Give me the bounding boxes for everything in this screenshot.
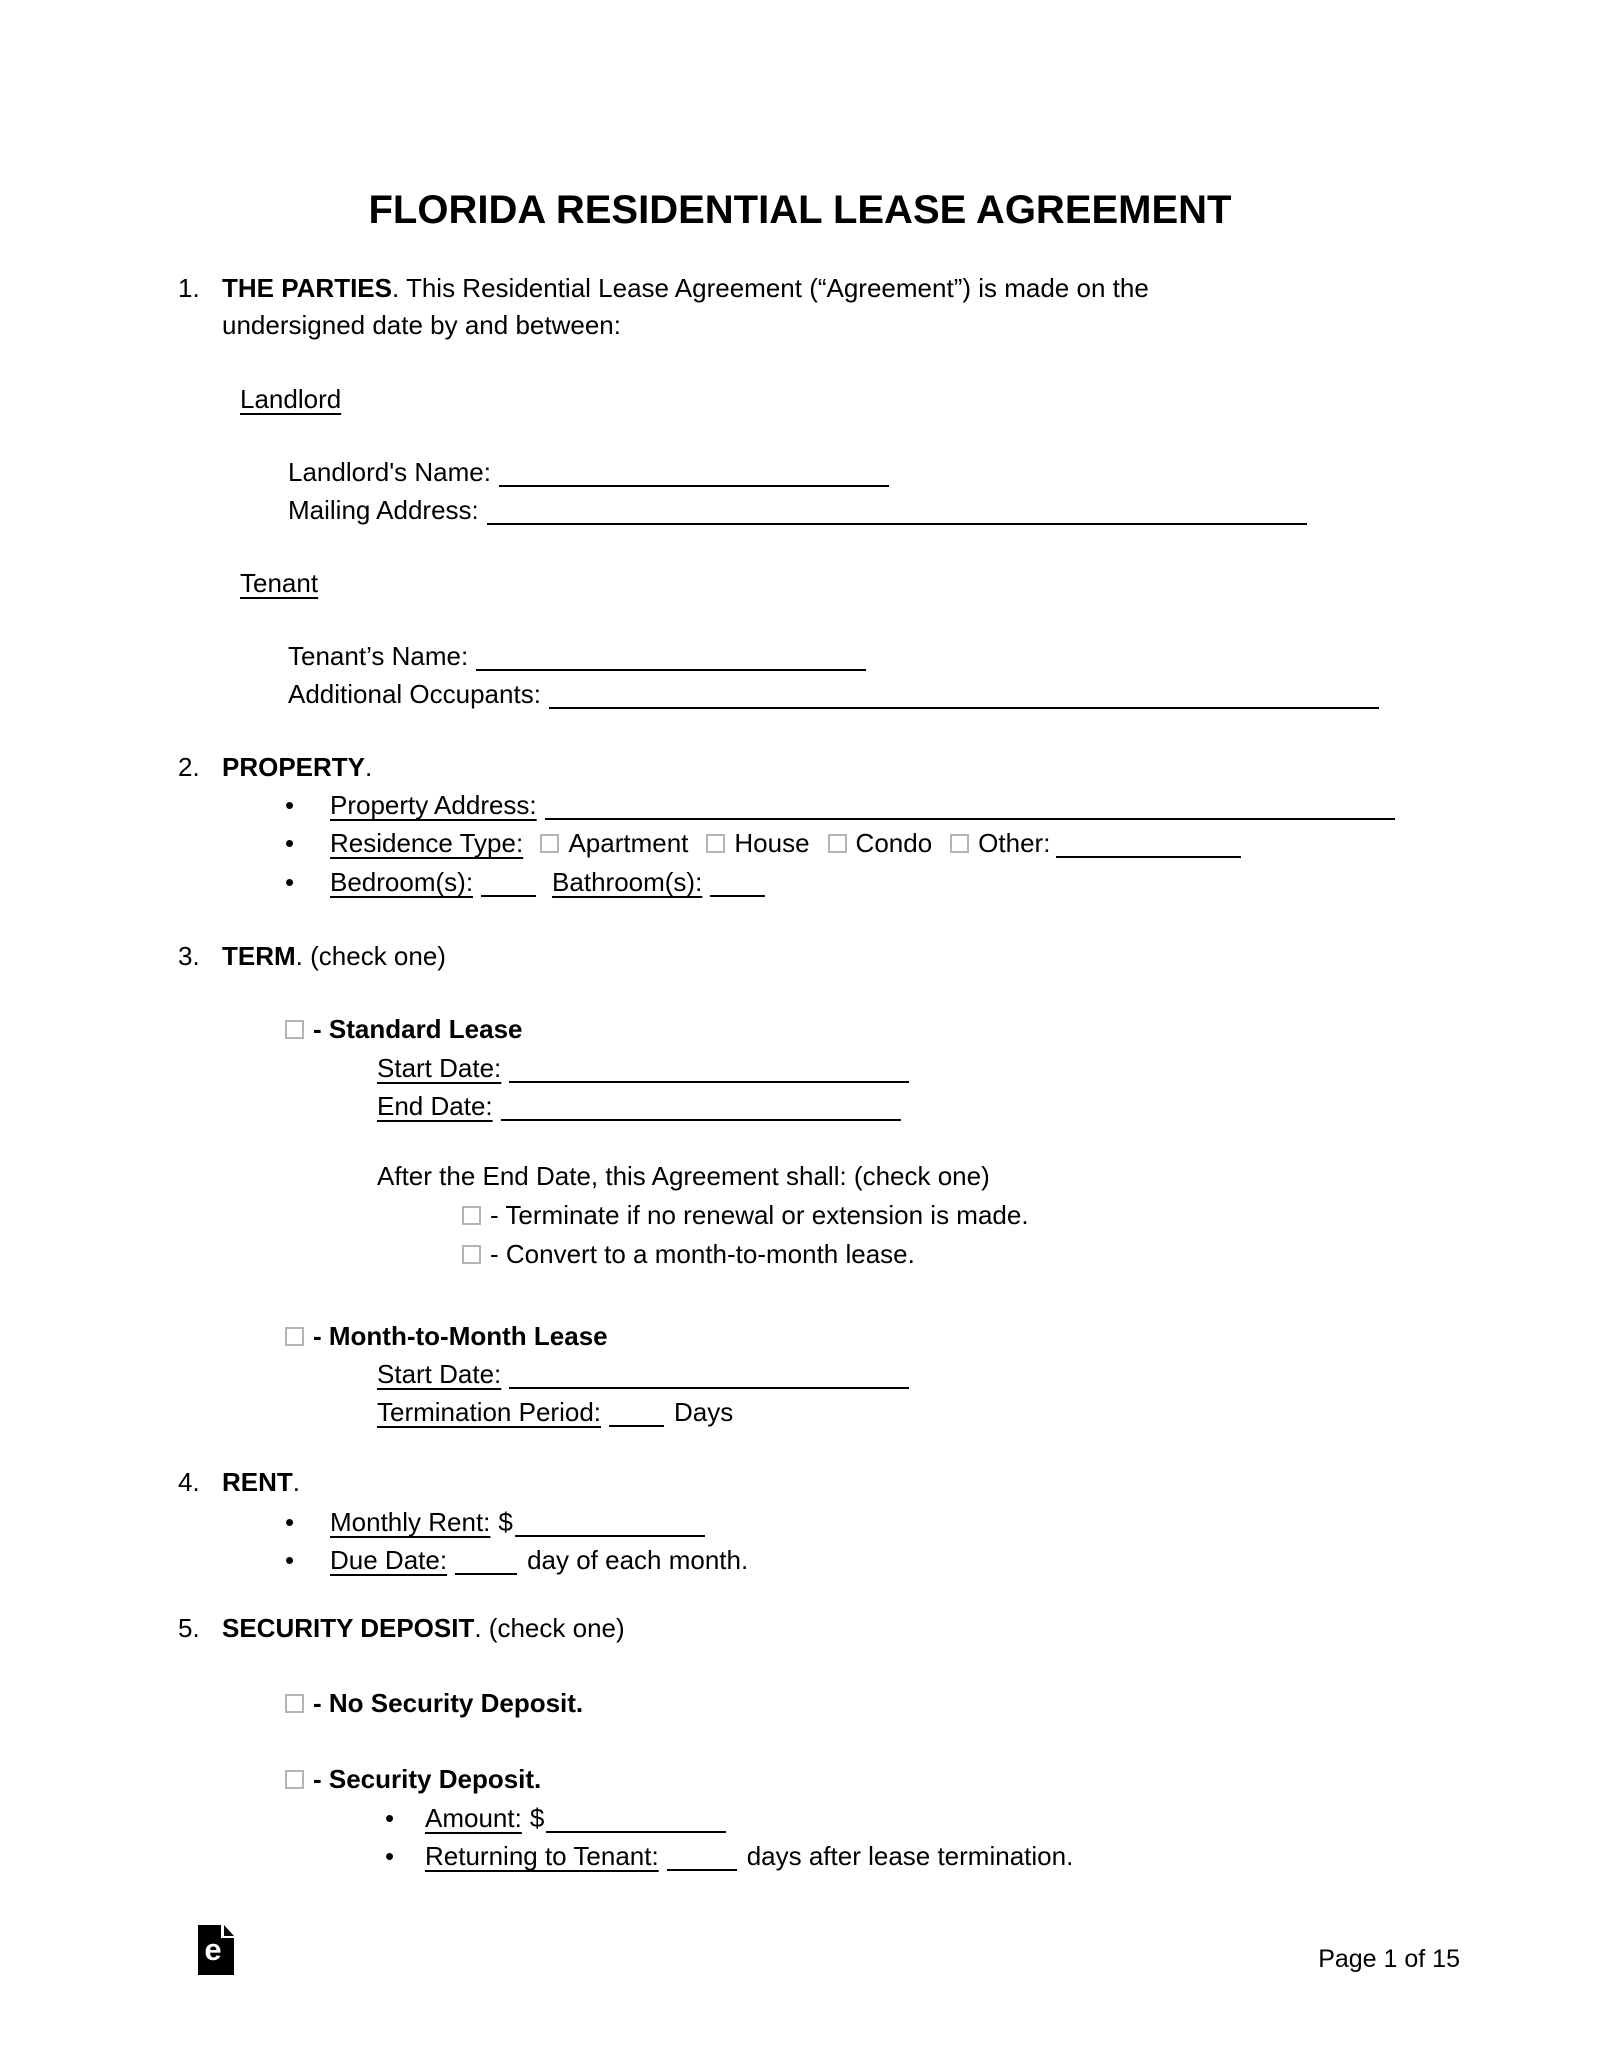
standard-lease-checkbox[interactable] [285,1020,304,1039]
mtm-start-blank[interactable] [509,1358,909,1389]
landlord-name-row [288,456,889,488]
landlord-address-row [288,494,1307,526]
bullet-icon: • [285,828,295,858]
security-deposit-checkbox[interactable] [285,1770,304,1789]
property-address-row [285,789,1395,821]
deposit-amount-row [385,1802,726,1834]
deposit-amount-blank[interactable] [546,1802,726,1833]
mtm-termination-suffix: Days [674,1397,734,1427]
apartment-label: Apartment [568,828,689,858]
standard-lease-label: - Standard Lease [313,1014,523,1044]
bullet-icon: • [285,1545,295,1575]
mtm-termination-row [377,1396,733,1428]
monthly-rent-row [285,1506,705,1538]
section-term-number: 3. [178,941,200,971]
mtm-termination-label: Termination Period: [377,1397,601,1427]
bullet-icon: • [385,1841,395,1871]
landlord-name-label: Landlord's Name: [288,457,491,487]
bullet-icon: • [285,1507,295,1537]
no-security-deposit-checkbox[interactable] [285,1694,304,1713]
standard-end-blank[interactable] [501,1090,901,1121]
monthly-rent-currency: $ [498,1507,513,1537]
standard-end-row [377,1090,901,1122]
no-deposit-row [285,1687,583,1719]
residence-type-label: Residence Type: [330,828,524,858]
section-deposit-number: 5. [178,1613,200,1643]
deposit-returning-suffix: days after lease termination. [746,1841,1074,1871]
deposit-amount-label: Amount: [425,1803,522,1833]
due-date-suffix: day of each month. [527,1545,749,1575]
property-address-blank[interactable] [545,789,1395,820]
tenant-occupants-blank[interactable] [549,678,1379,709]
due-date-label: Due Date: [330,1545,448,1575]
tenant-heading: Tenant [240,568,319,598]
house-label: House [734,828,810,858]
deposit-returning-blank[interactable] [667,1840,737,1871]
section-term-heading: 3. TERM. (check one) [178,941,446,971]
tenant-occupants-row [288,678,1379,710]
convert-checkbox[interactable] [462,1245,481,1264]
bedrooms-label: Bedroom(s): [330,867,474,897]
bedrooms-blank[interactable] [481,866,536,897]
parties-heading: THE PARTIES [222,273,392,303]
mtm-termination-blank[interactable] [609,1396,664,1427]
deposit-returning-label: Returning to Tenant: [425,1841,659,1871]
standard-start-label: Start Date: [377,1053,502,1083]
terminate-label: - Terminate if no renewal or extension is made. [490,1200,1029,1230]
due-date-blank[interactable] [455,1544,517,1575]
deposit-returning-row [385,1840,1073,1872]
section-parties-number: 1. [178,273,200,303]
monthly-rent-blank[interactable] [515,1506,705,1537]
parties-line2-text: undersigned date by and between: [222,310,621,340]
eforms-logo-icon [198,1925,234,1975]
bathrooms-label: Bathroom(s): [552,867,703,897]
month-to-month-label: - Month-to-Month Lease [313,1321,608,1351]
monthly-rent-label: Monthly Rent: [330,1507,491,1537]
tenant-name-row [288,640,866,672]
tenant-occupants-label: Additional Occupants: [288,679,541,709]
logo-letter: e [204,1932,222,1967]
standard-start-blank[interactable] [509,1052,909,1083]
deposit-row [285,1763,541,1795]
bullet-icon: • [285,867,295,897]
terminate-checkbox[interactable] [462,1206,481,1225]
landlord-name-blank[interactable] [499,456,889,487]
convert-label: - Convert to a month-to-month lease. [490,1239,915,1269]
bathrooms-blank[interactable] [710,866,765,897]
mtm-start-row [377,1358,909,1390]
convert-option-row [462,1238,915,1270]
section-rent-number: 4. [178,1467,200,1497]
condo-checkbox[interactable] [828,834,847,853]
apartment-checkbox[interactable] [540,834,559,853]
after-end-date-text: After the End Date, this Agreement shall: (check one) [377,1161,990,1191]
page-title: FLORIDA RESIDENTIAL LEASE AGREEMENT [368,188,1232,232]
standard-start-row [377,1052,909,1084]
residence-type-row [285,827,1241,859]
house-checkbox[interactable] [706,834,725,853]
landlord-address-label: Mailing Address: [288,495,479,525]
tenant-name-label: Tenant’s Name: [288,641,469,671]
standard-lease-row [285,1013,523,1045]
tenant-name-blank[interactable] [476,640,866,671]
section-deposit-heading: 5. SECURITY DEPOSIT. (check one) [178,1613,625,1643]
month-to-month-row [285,1320,608,1352]
deposit-amount-currency: $ [529,1803,545,1833]
no-deposit-label: - No Security Deposit. [313,1688,584,1718]
section-rent-heading: 4. RENT. [178,1467,301,1497]
landlord-address-blank[interactable] [487,494,1307,525]
page-number: Page 1 of 15 [1318,1945,1460,1973]
section-property-heading: 2. PROPERTY. [178,752,373,782]
bullet-icon: • [285,790,295,820]
other-blank[interactable] [1056,827,1241,858]
terminate-option-row [462,1199,1029,1231]
mtm-start-label: Start Date: [377,1359,502,1389]
section-property-number: 2. [178,752,200,782]
landlord-heading: Landlord [240,384,342,414]
other-label: Other: [978,828,1051,858]
month-to-month-checkbox[interactable] [285,1327,304,1346]
other-checkbox[interactable] [950,834,969,853]
deposit-label: - Security Deposit. [313,1764,542,1794]
bed-bath-row [285,866,765,898]
due-date-row [285,1544,748,1576]
standard-end-label: End Date: [377,1091,493,1121]
bullet-icon: • [385,1803,395,1833]
parties-line1-text: . This Residential Lease Agreement (“Agreement”) is made on the [391,273,1149,303]
property-address-label: Property Address: [330,790,537,820]
section-parties-line1 [178,272,1149,304]
condo-label: Condo [855,828,933,858]
